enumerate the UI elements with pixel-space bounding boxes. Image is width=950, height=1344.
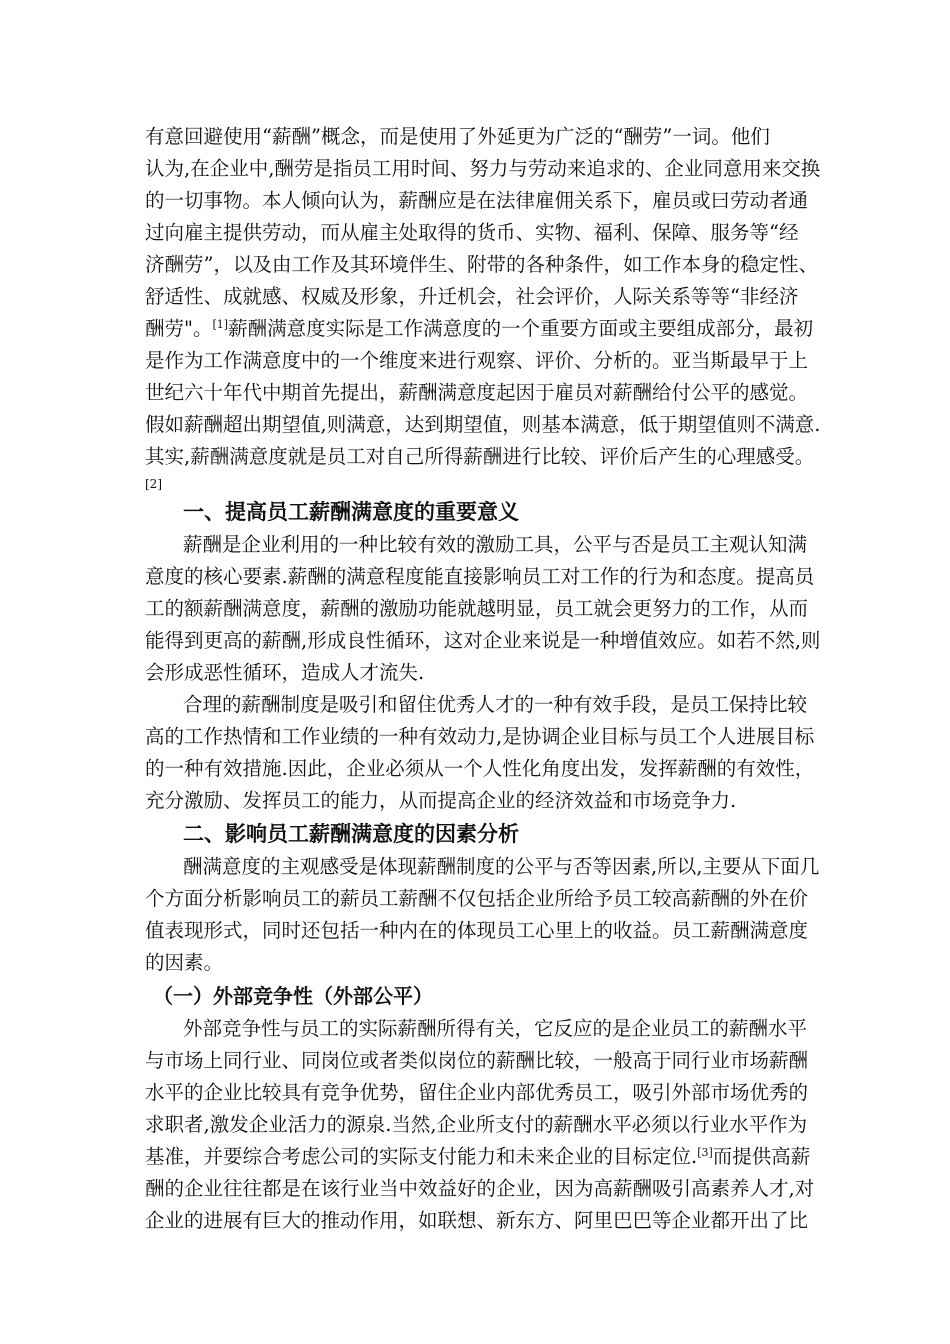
text-line: 工的额薪酬满意度，薪酬的激励功能就越明显，员工就会更努力的工作，从而: [145, 597, 809, 620]
section-heading: 一、提高员工薪酬满意度的重要意义: [183, 500, 519, 524]
text-line: 水平的企业比较具有竞争优势，留住企业内部优秀员工，吸引外部市场优秀的: [145, 1081, 809, 1104]
text-line: 舒适性、成就感、权威及形象，升迁机会，社会评价，人际关系等等“非经济: [145, 285, 799, 308]
section-heading: 二、影响员工薪酬满意度的因素分析: [183, 822, 519, 846]
text-line: 个方面分析影响员工的薪员工薪酬不仅包括企业所给予员工较高薪酬的外在价: [145, 887, 809, 910]
text-line: 合理的薪酬制度是吸引和留住优秀人才的一种有效手段，是员工保持比较: [183, 693, 808, 716]
text-line: 的因素。: [145, 951, 224, 974]
text-line: 意度的核心要素.薪酬的满意程度能直接影响员工对工作的行为和态度。提高员: [145, 565, 815, 588]
document-page: [145, 121, 825, 1237]
subsection-heading: （一）外部竞争性（外部公平）: [153, 984, 433, 1008]
text-line: 值表现形式，同时还包括一种内在的体现员工心里上的收益。员工薪酬满意度: [145, 919, 809, 942]
text-line: 有意回避使用“薪酬”概念，而是使用了外延更为广泛的“酬劳”一词。他们: [145, 125, 770, 148]
text-line: 的一种有效措施.因此，企业必须从一个人性化角度出发，发挥薪酬的有效性，: [145, 757, 815, 780]
text-line: 薪酬是企业利用的一种比较有效的激励工具，公平与否是员工主观认知满: [183, 533, 808, 556]
text-line: 会形成恶性循环，造成人才流失.: [145, 661, 425, 684]
citation-marker: [2]: [145, 477, 162, 491]
text-line: 认为,在企业中,酬劳是指员工用时间、努力与劳动来追求的、企业同意用来交换: [145, 157, 821, 180]
text-line: 酬满意度的主观感受是体现薪酬制度的公平与否等因素,所以,主要从下面几: [183, 855, 820, 878]
text-segment: 薪酬满意度实际是工作满意度的一个重要方面或主要组成部分，最初: [228, 317, 814, 340]
text-line: 充分激励、发挥员工的能力，从而提高企业的经济效益和市场竞争力.: [145, 789, 737, 812]
text-line: 酬的企业往往都是在该行业当中效益好的企业，因为高薪酬吸引高素养人才,对: [145, 1177, 815, 1200]
text-line-with-citation: [145, 1141, 825, 1173]
text-line: 是作为工作满意度中的一个维度来进行观察、评价、分析的。亚当斯最早于上: [145, 349, 809, 372]
text-line-with-citation: [145, 313, 825, 345]
text-line: 能得到更高的薪酬,形成良性循环，这对企业来说是一种增值效应。如若不然,则: [145, 629, 821, 652]
text-line: 的一切事物。本人倾向认为，薪酬应是在法律雇佣关系下，雇员或曰劳动者通: [145, 189, 809, 212]
text-line: 高的工作热情和工作业绩的一种有效动力,是协调企业目标与员工个人进展目标: [145, 725, 815, 748]
citation-marker: [3]: [697, 1146, 713, 1159]
text-line: 过向雇主提供劳动，而从雇主处取得的货币、实物、福利、保障、服务等“经: [145, 221, 799, 244]
text-line: 世纪六十年代中期首先提出，薪酬满意度起因于雇员对薪酬给付公平的感觉。: [145, 381, 809, 404]
text-line: 济酬劳”，以及由工作及其环境伴生、附带的各种条件，如工作本身的稳定性、: [145, 253, 818, 276]
text-segment: 基准，并要综合考虑公司的实际支付能力和未来企业的目标定位.: [145, 1145, 698, 1168]
text-line: 其实,薪酬满意度就是员工对自己所得薪酬进行比较、评价后产生的心理感受。: [145, 445, 815, 468]
text-line: 外部竞争性与员工的实际薪酬所得有关，它反应的是企业员工的薪酬水平: [183, 1017, 808, 1040]
text-line: 企业的进展有巨大的推动作用，如联想、新东方、阿里巴巴等企业都开出了比: [145, 1209, 809, 1232]
text-line: 求职者,激发企业活力的源泉.当然,企业所支付的薪酬水平必须以行业水平作为: [145, 1113, 808, 1136]
text-line: 与市场上同行业、同岗位或者类似岗位的薪酬比较，一般高于同行业市场薪酬: [145, 1049, 809, 1072]
text-line: 假如薪酬超出期望值,则满意，达到期望值，则基本满意，低于期望值则不满意.: [145, 413, 821, 436]
text-segment: 酬劳"。: [145, 317, 213, 340]
text-segment: 而提供高薪: [712, 1145, 811, 1168]
citation-marker: [1]: [212, 318, 229, 331]
